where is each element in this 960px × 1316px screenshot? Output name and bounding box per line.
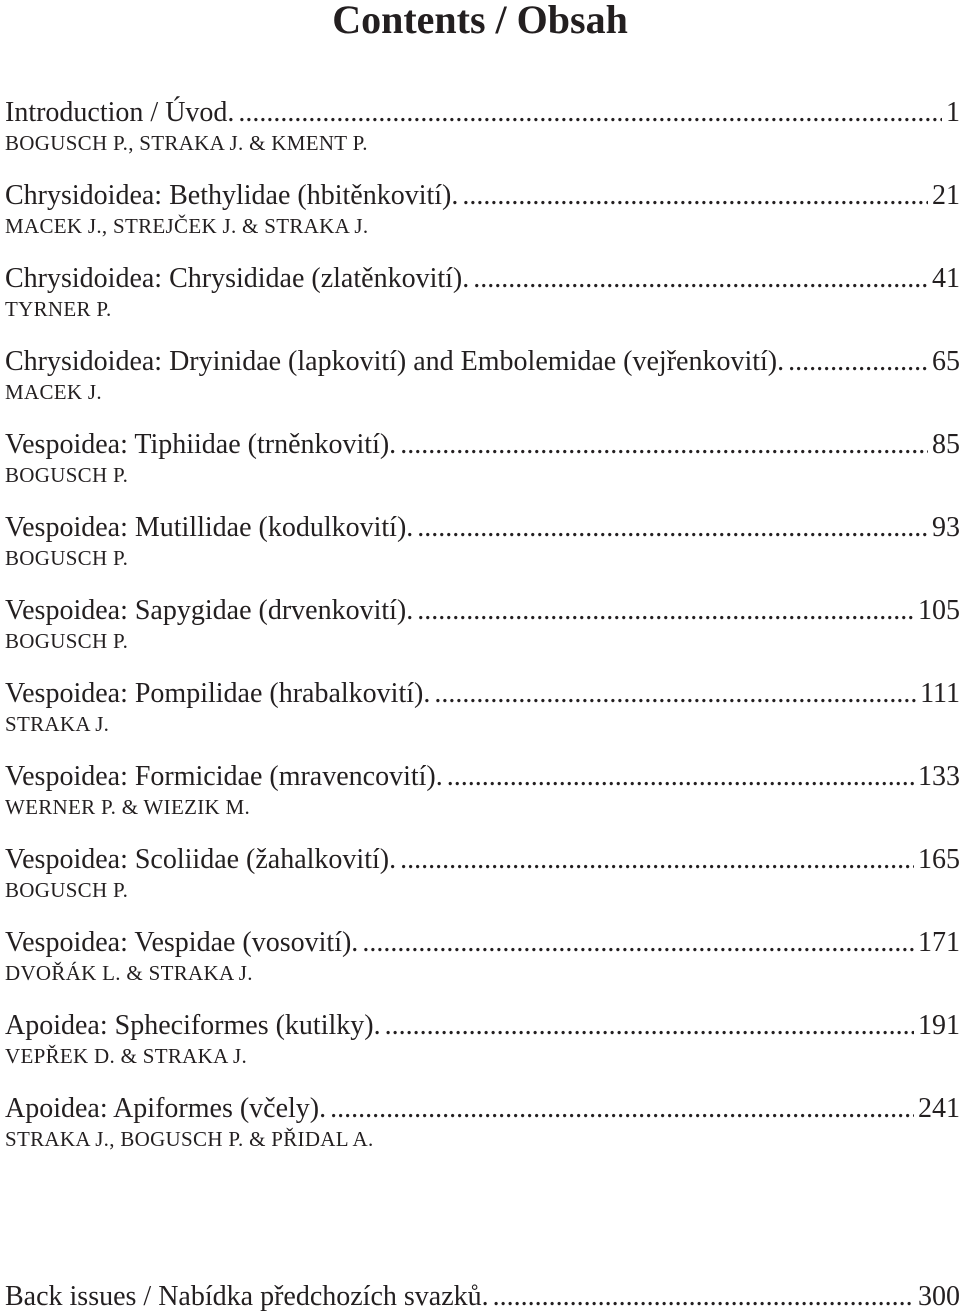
dot-leader (362, 926, 914, 960)
page-number: 241 (918, 1093, 960, 1124)
toc-entry-line (5, 760, 960, 794)
dot-leader (462, 179, 928, 213)
toc-entry-line (5, 428, 960, 462)
toc-entry-line (5, 1092, 960, 1126)
toc-entry (5, 345, 960, 428)
page-number: 105 (918, 595, 960, 626)
dot-leader (493, 1280, 914, 1314)
table-of-contents (5, 96, 960, 1175)
dot-leader (330, 1092, 914, 1126)
page-number: 300 (918, 1281, 960, 1312)
page-title: Contents / Obsah (332, 0, 628, 42)
toc-entry-line (5, 1009, 960, 1043)
entry-authors: STRAKA J. (5, 712, 110, 736)
entry-title: Vespoidea: Pompilidae (hrabalkovití). (5, 678, 431, 709)
entry-title: Chrysidoidea: Chrysididae (zlatěnkovití). (5, 263, 470, 294)
entry-authors: MACEK J. (5, 380, 102, 404)
dot-leader (400, 843, 914, 877)
toc-entry (5, 843, 960, 926)
dot-leader (238, 96, 942, 130)
page-number: 85 (932, 429, 960, 460)
entry-authors: VEPŘEK D. & STRAKA J. (5, 1044, 247, 1068)
page-number: 93 (932, 512, 960, 543)
entry-authors: BOGUSCH P. (5, 878, 129, 902)
page-number: 111 (920, 678, 960, 709)
page-number: 133 (918, 761, 960, 792)
toc-entry-line (5, 843, 960, 877)
entry-authors: BOGUSCH P., STRAKA J. & KMENT P. (5, 131, 368, 155)
entry-title: Chrysidoidea: Bethylidae (hbitěnkovití). (5, 180, 459, 211)
toc-entry-line (5, 511, 960, 545)
back-issues-entry (5, 1280, 960, 1314)
page-number: 41 (932, 263, 960, 294)
entry-title: Vespoidea: Vespidae (vosovití). (5, 927, 359, 958)
entry-authors: TYRNER P. (5, 297, 112, 321)
toc-entry (5, 428, 960, 511)
page-number: 171 (918, 927, 960, 958)
toc-entry-line (5, 96, 960, 130)
entry-authors: WERNER P. & WIEZIK M. (5, 795, 251, 819)
toc-entry-line (5, 677, 960, 711)
entry-authors: STRAKA J., BOGUSCH P. & PŘIDAL A. (5, 1127, 374, 1151)
entry-authors: BOGUSCH P. (5, 546, 129, 570)
page-number: 1 (946, 97, 960, 128)
page-number: 65 (932, 346, 960, 377)
toc-entry (5, 179, 960, 262)
dot-leader (417, 594, 914, 628)
toc-entry (5, 594, 960, 677)
dot-leader (385, 1009, 914, 1043)
entry-authors: DVOŘÁK L. & STRAKA J. (5, 961, 253, 985)
entry-title: Chrysidoidea: Dryinidae (lapkovití) and Embolemidae (vejřenkovití). (5, 346, 785, 377)
toc-entry (5, 1092, 960, 1175)
toc-entry-line (5, 1280, 960, 1314)
dot-leader (417, 511, 928, 545)
toc-entry (5, 760, 960, 843)
toc-entry (5, 677, 960, 760)
toc-entry-line (5, 926, 960, 960)
toc-entry (5, 511, 960, 594)
entry-authors: BOGUSCH P. (5, 463, 129, 487)
toc-entry (5, 926, 960, 1009)
entry-title: Vespoidea: Sapygidae (drvenkovití). (5, 595, 414, 626)
toc-entry-line (5, 345, 960, 379)
entry-authors: BOGUSCH P. (5, 629, 129, 653)
dot-leader (447, 760, 914, 794)
entry-title: Back issues / Nabídka předchozích svazků. (5, 1281, 489, 1312)
entry-title: Vespoidea: Scoliidae (žahalkovití). (5, 844, 397, 875)
dot-leader (400, 428, 928, 462)
toc-entry (5, 1009, 960, 1092)
page-number: 191 (918, 1010, 960, 1041)
entry-authors: MACEK J., STREJČEK J. & STRAKA J. (5, 214, 369, 238)
dot-leader (788, 345, 928, 379)
toc-entry (5, 96, 960, 179)
dot-leader (434, 677, 916, 711)
toc-entry (5, 262, 960, 345)
page-number: 165 (918, 844, 960, 875)
dot-leader (473, 262, 928, 296)
page-number: 21 (932, 180, 960, 211)
entry-title: Vespoidea: Tiphiidae (trněnkovití). (5, 429, 397, 460)
entry-title: Vespoidea: Formicidae (mravencovití). (5, 761, 443, 792)
entry-title: Apoidea: Spheciformes (kutilky). (5, 1010, 381, 1041)
entry-title: Apoidea: Apiformes (včely). (5, 1093, 327, 1124)
entry-title: Introduction / Úvod. (5, 97, 235, 128)
toc-entry-line (5, 594, 960, 628)
entry-title: Vespoidea: Mutillidae (kodulkovití). (5, 512, 414, 543)
toc-entry-line (5, 262, 960, 296)
toc-entry-line (5, 179, 960, 213)
